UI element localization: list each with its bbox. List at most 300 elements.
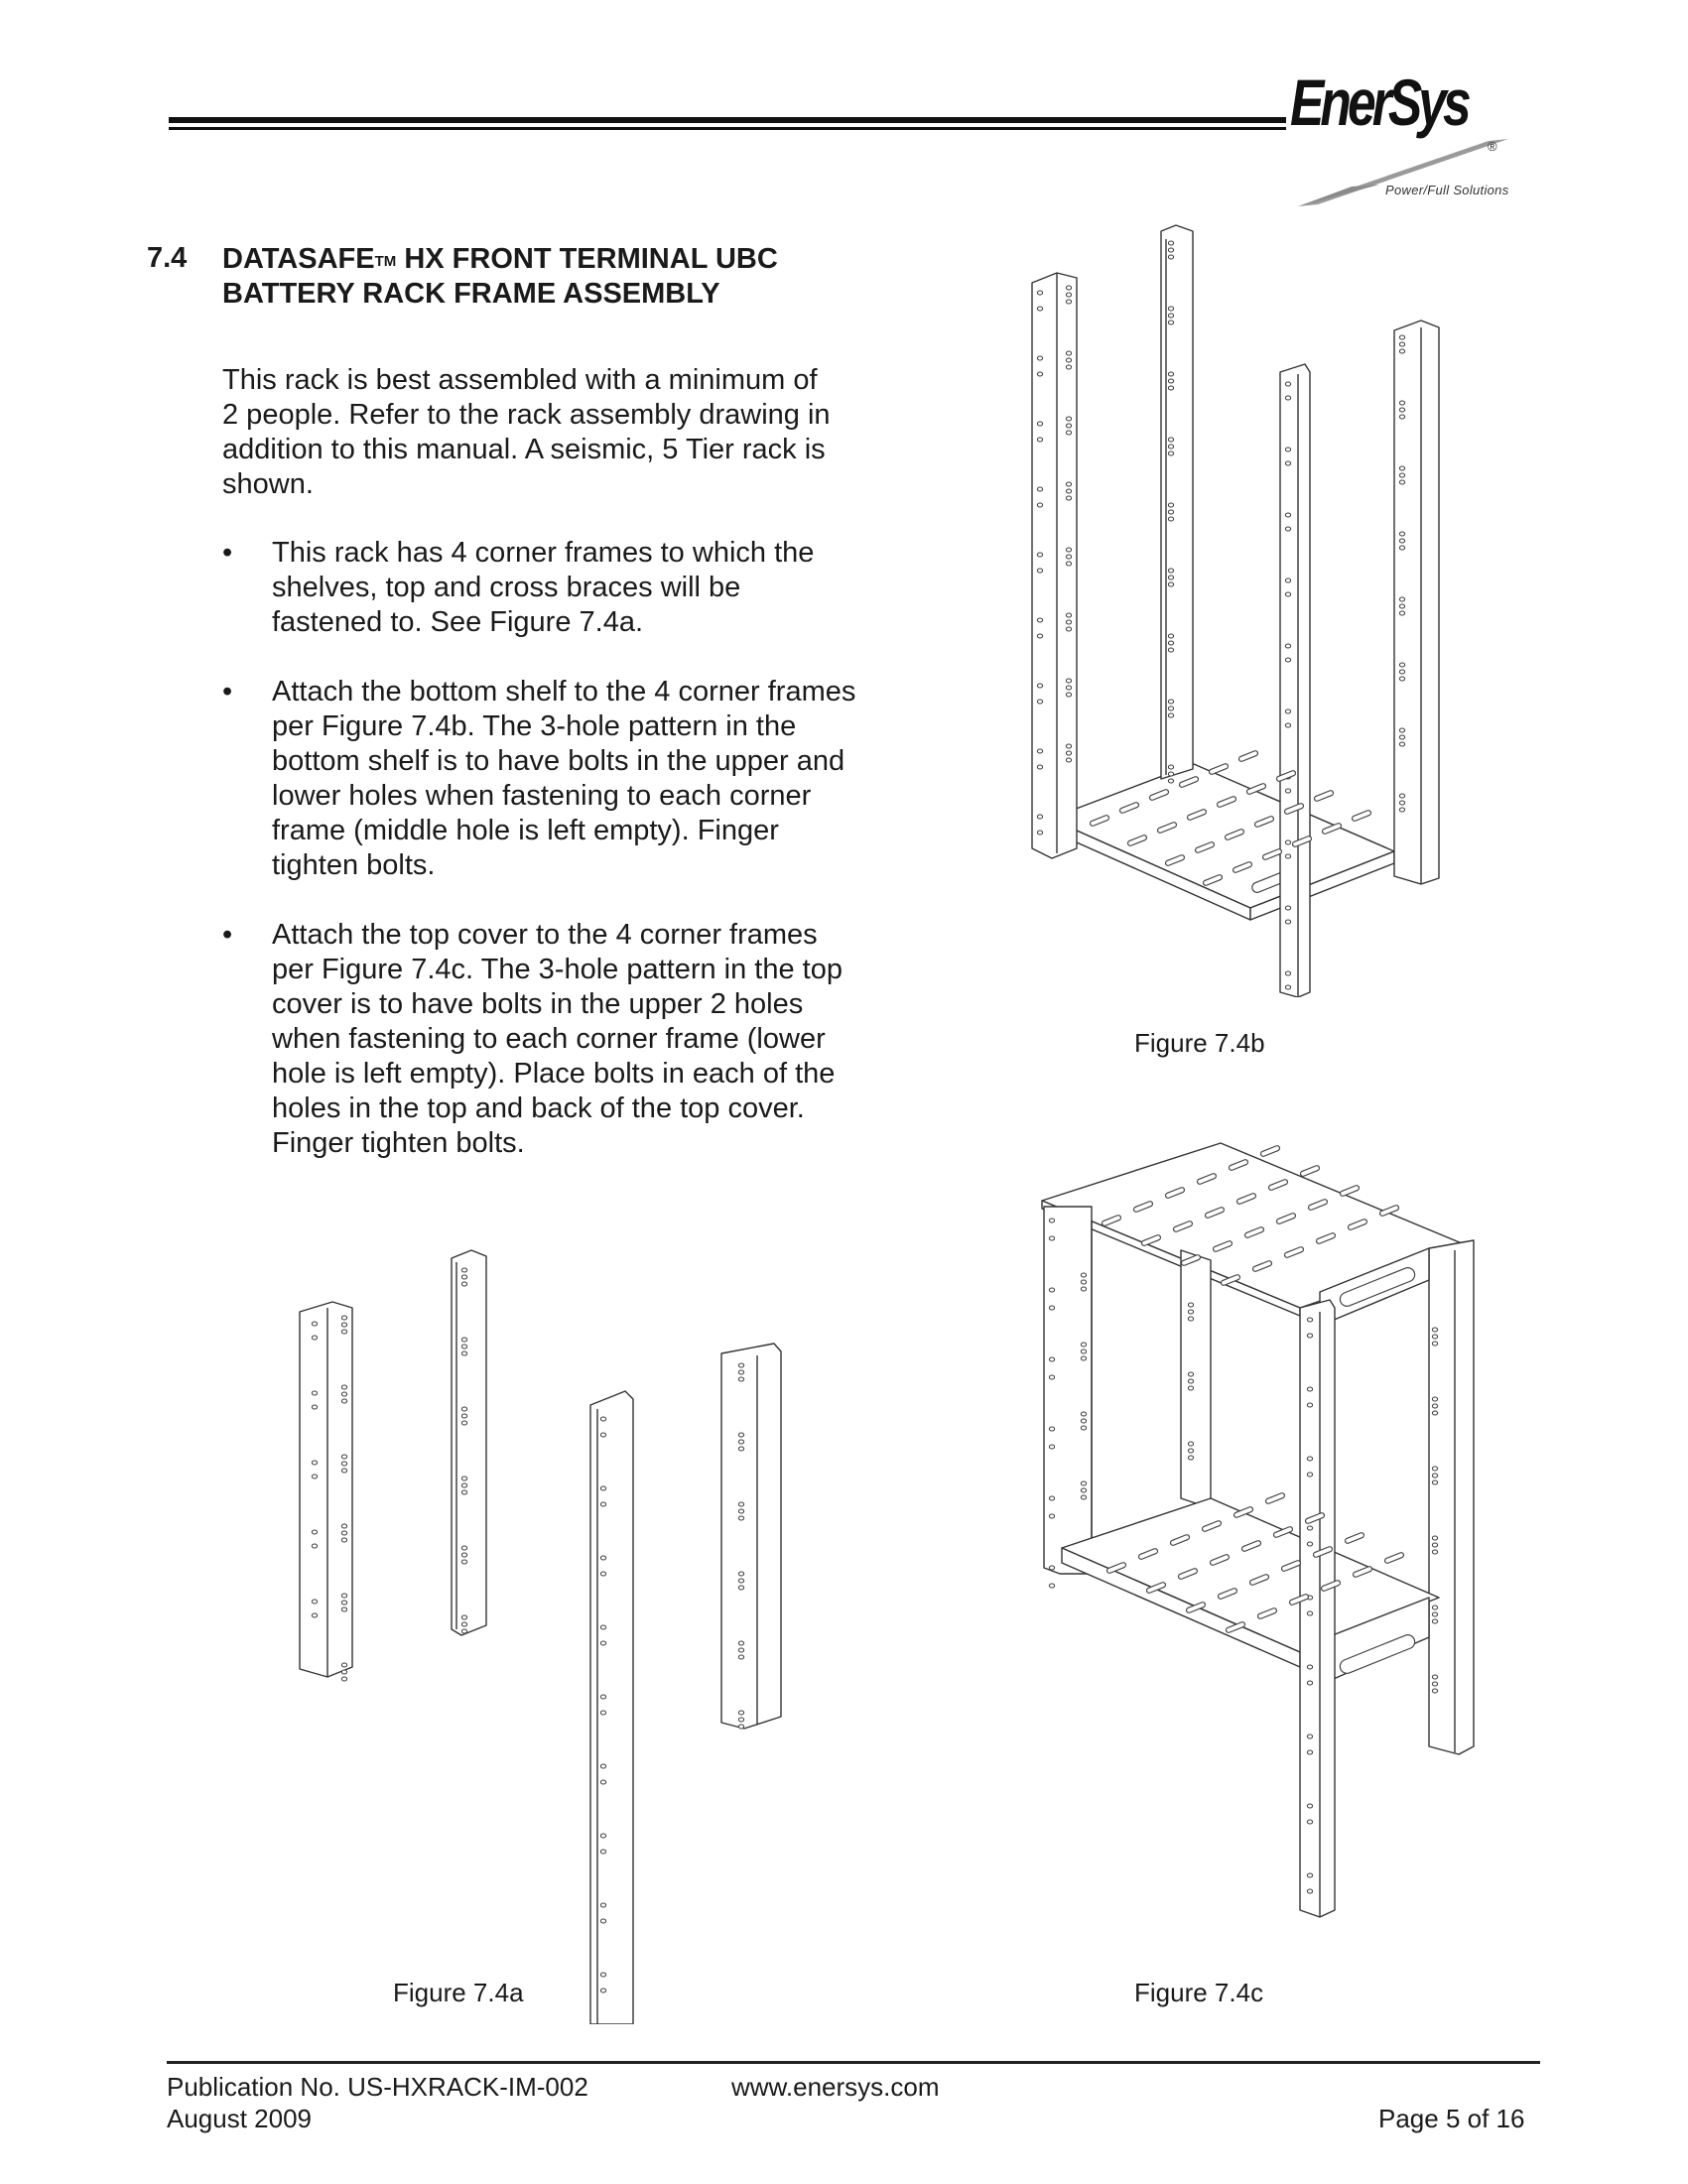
bolt-hole bbox=[341, 1399, 346, 1403]
instruction-text: Attach the top cover to the 4 corner frames per Figure 7.4c. The 3-hole pattern in the top cover is to have bolts in the upper 2 holes when fastening to each corner frame (lower hole is left empty). Place bolts in each of the holes in the top and back of the top cover. Finger tighten bolts. bbox=[272, 919, 843, 1159]
bolt-hole bbox=[1037, 831, 1042, 835]
bolt-hole bbox=[1307, 1473, 1312, 1477]
bolt-hole bbox=[1049, 1496, 1054, 1500]
shelf-slot bbox=[1314, 790, 1334, 802]
bolt-hole bbox=[738, 1516, 743, 1520]
shelf-slot bbox=[1265, 1492, 1285, 1504]
bolt-hole bbox=[1432, 1474, 1437, 1477]
bolt-hole bbox=[341, 1469, 346, 1473]
bolt-hole bbox=[1168, 241, 1173, 245]
bolt-hole bbox=[1168, 321, 1173, 324]
bottom-shelf bbox=[1050, 764, 1394, 908]
bolt-hole bbox=[1307, 1734, 1312, 1738]
bolt-hole bbox=[1432, 1543, 1437, 1547]
instruction-text: Attach the bottom shelf to the 4 corner frames per Figure 7.4b. The 3-hole pattern in the bottom shelf is to have bolts in the upper and lower holes when fastening to each corner frame (middle hole is left empty). Finger tighten bolts. bbox=[272, 676, 856, 881]
bolt-hole bbox=[600, 1711, 605, 1715]
bullet-icon: • bbox=[222, 537, 233, 569]
bolt-hole bbox=[738, 1440, 743, 1444]
bolt-hole bbox=[1066, 496, 1071, 500]
bolt-hole bbox=[1432, 1335, 1437, 1339]
bolt-hole bbox=[1307, 1873, 1312, 1877]
bolt-hole bbox=[1168, 517, 1173, 521]
bolt-hole bbox=[1066, 431, 1071, 435]
bolt-hole bbox=[1399, 742, 1404, 746]
bolt-hole bbox=[1066, 693, 1071, 697]
bolt-hole bbox=[312, 1322, 317, 1326]
bolt-hole bbox=[1049, 1306, 1054, 1310]
enersys-logo bbox=[1290, 65, 1588, 208]
bolt-hole bbox=[1037, 765, 1042, 769]
bullet-icon: • bbox=[222, 919, 233, 951]
bolt-hole bbox=[738, 1718, 743, 1722]
bolt-hole bbox=[600, 1625, 605, 1629]
bolt-hole bbox=[1307, 1526, 1312, 1530]
bolt-hole bbox=[1188, 1449, 1193, 1453]
bolt-hole bbox=[1432, 1467, 1437, 1471]
bolt-hole bbox=[1188, 1386, 1193, 1390]
bolt-hole bbox=[341, 1594, 346, 1598]
bolt-hole bbox=[1285, 592, 1290, 596]
bolt-hole bbox=[1168, 713, 1173, 717]
bolt-hole bbox=[1307, 1665, 1312, 1669]
bolt-hole bbox=[1285, 723, 1290, 727]
bolt-hole bbox=[1066, 548, 1071, 552]
bolt-hole bbox=[341, 1607, 346, 1611]
bolt-hole bbox=[1168, 379, 1173, 383]
bolt-hole bbox=[1049, 1288, 1054, 1292]
bolt-hole bbox=[600, 1903, 605, 1907]
bolt-hole bbox=[341, 1392, 346, 1396]
bolt-hole bbox=[1081, 1412, 1086, 1416]
bolt-hole bbox=[461, 1338, 466, 1342]
bolt-hole bbox=[461, 1275, 466, 1279]
bolt-hole bbox=[461, 1629, 466, 1633]
bolt-hole bbox=[1066, 489, 1071, 493]
bolt-hole bbox=[1285, 789, 1290, 793]
bolt-hole bbox=[1066, 293, 1071, 297]
bolt-hole bbox=[1081, 1280, 1086, 1284]
figure-7-4c-drawing bbox=[1022, 1131, 1479, 1925]
bolt-hole bbox=[1432, 1342, 1437, 1346]
bolt-hole bbox=[600, 1989, 605, 1992]
bolt-hole bbox=[738, 1363, 743, 1367]
bolt-hole bbox=[1049, 1236, 1054, 1240]
bolt-hole bbox=[1066, 351, 1071, 355]
bolt-hole bbox=[1307, 1820, 1312, 1824]
bolt-hole bbox=[1081, 1273, 1086, 1277]
bolt-hole bbox=[461, 1268, 466, 1272]
bolt-hole bbox=[1399, 677, 1404, 681]
section-title bbox=[222, 242, 838, 312]
bolt-hole bbox=[1081, 1349, 1086, 1353]
bolt-hole bbox=[1066, 424, 1071, 428]
bolt-hole bbox=[1399, 349, 1404, 353]
bolt-hole bbox=[1066, 286, 1071, 290]
bolt-hole bbox=[1066, 686, 1071, 690]
bolt-hole bbox=[1432, 1480, 1437, 1484]
shelf-slot bbox=[1260, 1145, 1280, 1157]
bolt-hole bbox=[341, 1677, 346, 1681]
bolt-hole bbox=[1049, 1445, 1054, 1449]
bolt-hole bbox=[1399, 342, 1404, 346]
bolt-hole bbox=[738, 1377, 743, 1381]
bolt-hole bbox=[1066, 679, 1071, 683]
bolt-hole bbox=[1307, 1804, 1312, 1808]
logo-tagline: Power/Full Solutions bbox=[1385, 183, 1509, 197]
bolt-hole bbox=[1285, 840, 1290, 844]
bolt-hole bbox=[1049, 1584, 1054, 1588]
bolt-hole bbox=[1399, 466, 1404, 470]
bolt-hole bbox=[1285, 920, 1290, 924]
bolt-hole bbox=[738, 1433, 743, 1437]
bolt-hole bbox=[600, 1641, 605, 1645]
bolt-hole bbox=[1037, 438, 1042, 442]
bolt-hole bbox=[1049, 1375, 1054, 1379]
bolt-hole bbox=[1307, 1611, 1312, 1615]
logo-registered-mark: ® bbox=[1488, 139, 1497, 154]
shelf-slot bbox=[1345, 1532, 1364, 1544]
bolt-hole bbox=[600, 1764, 605, 1768]
bolt-hole bbox=[1037, 815, 1042, 819]
bolt-hole bbox=[1081, 1488, 1086, 1492]
bolt-hole bbox=[600, 1834, 605, 1838]
bolt-hole bbox=[1066, 620, 1071, 624]
bolt-hole bbox=[341, 1330, 346, 1334]
bolt-hole bbox=[1168, 451, 1173, 455]
instruction-text: This rack has 4 corner frames to which the shelves, top and cross braces will be fastened to. See Figure 7.4a. bbox=[272, 537, 815, 638]
section-title-part2: HX FRONT TERMINAL UBC BATTERY RACK FRAME ASSEMBLY bbox=[222, 243, 778, 310]
bolt-hole bbox=[1066, 562, 1071, 566]
bolt-hole bbox=[461, 1546, 466, 1550]
corner-frame-front bbox=[1280, 364, 1310, 997]
instruction-item bbox=[222, 536, 857, 640]
bolt-hole bbox=[1285, 709, 1290, 713]
bolt-hole bbox=[461, 1622, 466, 1626]
bolt-hole bbox=[1168, 255, 1173, 259]
bolt-hole bbox=[1037, 618, 1042, 622]
bolt-hole bbox=[1066, 417, 1071, 421]
bolt-hole bbox=[461, 1414, 466, 1418]
bolt-hole bbox=[341, 1663, 346, 1667]
bolt-hole bbox=[600, 1417, 605, 1421]
bolt-hole bbox=[600, 1556, 605, 1560]
bolt-hole bbox=[1168, 707, 1173, 710]
bolt-hole bbox=[1188, 1442, 1193, 1446]
bolt-hole bbox=[1399, 597, 1404, 601]
bolt-hole bbox=[738, 1586, 743, 1590]
bolt-hole bbox=[1168, 779, 1173, 783]
header-rule-thick bbox=[169, 117, 1286, 123]
bolt-hole bbox=[1168, 569, 1173, 573]
bolt-hole bbox=[1432, 1606, 1437, 1609]
bolt-hole bbox=[1285, 461, 1290, 465]
bolt-hole bbox=[1066, 627, 1071, 631]
bolt-hole bbox=[1399, 728, 1404, 732]
bolt-hole bbox=[1168, 576, 1173, 579]
bolt-hole bbox=[1285, 382, 1290, 386]
bolt-hole bbox=[312, 1405, 317, 1409]
bolt-hole bbox=[600, 1502, 605, 1506]
bolt-hole bbox=[1307, 1681, 1312, 1685]
bolt-hole bbox=[1081, 1287, 1086, 1291]
bolt-hole bbox=[1285, 448, 1290, 451]
bolt-hole bbox=[1168, 438, 1173, 442]
bolt-hole bbox=[738, 1711, 743, 1715]
bolt-hole bbox=[1307, 1750, 1312, 1754]
bolt-hole bbox=[1081, 1343, 1086, 1347]
shelf-slot bbox=[1340, 1185, 1360, 1197]
instruction-item bbox=[222, 675, 857, 883]
bolt-hole bbox=[1285, 396, 1290, 400]
bolt-hole bbox=[1049, 1357, 1054, 1361]
bolt-hole bbox=[1432, 1612, 1437, 1616]
bolt-hole bbox=[1066, 555, 1071, 559]
bolt-hole bbox=[1066, 365, 1071, 369]
bolt-hole bbox=[1399, 408, 1404, 412]
bolt-hole bbox=[1037, 307, 1042, 311]
bolt-hole bbox=[1037, 569, 1042, 573]
corner-frame-1 bbox=[300, 1302, 352, 1677]
bolt-hole bbox=[1049, 1566, 1054, 1570]
bolt-hole bbox=[1285, 578, 1290, 582]
bolt-hole bbox=[461, 1407, 466, 1411]
bolt-hole bbox=[1285, 658, 1290, 662]
figure-7-4a-drawing bbox=[288, 1240, 804, 2024]
bolt-hole bbox=[341, 1670, 346, 1674]
bolt-hole bbox=[1081, 1481, 1086, 1485]
bolt-hole bbox=[1081, 1356, 1086, 1360]
bolt-hole bbox=[738, 1655, 743, 1659]
bolt-hole bbox=[600, 1919, 605, 1923]
bolt-hole bbox=[461, 1553, 466, 1557]
bolt-hole bbox=[1285, 854, 1290, 858]
bolt-hole bbox=[1285, 985, 1290, 989]
bolt-hole bbox=[600, 1780, 605, 1784]
bolt-hole bbox=[1037, 422, 1042, 426]
bolt-hole bbox=[600, 1850, 605, 1854]
bolt-hole bbox=[1168, 314, 1173, 318]
bolt-hole bbox=[341, 1385, 346, 1389]
bolt-hole bbox=[1188, 1303, 1193, 1307]
bolt-hole bbox=[1285, 971, 1290, 975]
bolt-hole bbox=[1307, 1318, 1312, 1322]
bolt-hole bbox=[1285, 906, 1290, 910]
bolt-hole bbox=[1188, 1372, 1193, 1376]
shelf-slot bbox=[1384, 1552, 1404, 1564]
shelf-slot bbox=[1300, 1165, 1320, 1177]
shelf-slot bbox=[1209, 763, 1229, 775]
bolt-hole bbox=[1307, 1889, 1312, 1893]
bolt-hole bbox=[461, 1490, 466, 1494]
bolt-hole bbox=[600, 1486, 605, 1490]
bolt-hole bbox=[341, 1316, 346, 1320]
bolt-hole bbox=[1037, 487, 1042, 491]
bolt-hole bbox=[1049, 1219, 1054, 1222]
bolt-hole bbox=[1307, 1403, 1312, 1407]
figure-7-4b-caption: Figure 7.4b bbox=[1134, 1028, 1265, 1058]
bolt-hole bbox=[738, 1648, 743, 1652]
bolt-hole bbox=[738, 1509, 743, 1513]
bolt-hole bbox=[1168, 582, 1173, 586]
bolt-hole bbox=[1188, 1317, 1193, 1321]
bolt-hole bbox=[1399, 415, 1404, 419]
bolt-hole bbox=[1066, 744, 1071, 748]
bolt-hole bbox=[738, 1447, 743, 1451]
instruction-list bbox=[222, 536, 857, 1196]
instruction-item bbox=[222, 918, 857, 1161]
bolt-hole bbox=[1066, 358, 1071, 362]
bolt-hole bbox=[1168, 307, 1173, 311]
bolt-hole bbox=[312, 1461, 317, 1465]
bolt-hole bbox=[461, 1351, 466, 1355]
bolt-hole bbox=[1037, 503, 1042, 507]
bolt-hole bbox=[1037, 749, 1042, 753]
bolt-hole bbox=[1432, 1619, 1437, 1623]
bolt-hole bbox=[341, 1538, 346, 1542]
bolt-hole bbox=[1049, 1427, 1054, 1431]
bolt-hole bbox=[1168, 248, 1173, 252]
bolt-hole bbox=[1081, 1419, 1086, 1423]
bolt-hole bbox=[1432, 1411, 1437, 1415]
bolt-hole bbox=[1066, 758, 1071, 762]
bolt-hole bbox=[1037, 700, 1042, 704]
bolt-hole bbox=[1399, 604, 1404, 608]
bolt-hole bbox=[312, 1530, 317, 1534]
bolt-hole bbox=[1432, 1550, 1437, 1554]
bolt-hole bbox=[1399, 611, 1404, 615]
bolt-hole bbox=[1037, 684, 1042, 688]
bolt-hole bbox=[1432, 1536, 1437, 1540]
bolt-hole bbox=[738, 1725, 743, 1729]
bolt-hole bbox=[738, 1370, 743, 1374]
bolt-hole bbox=[341, 1601, 346, 1605]
bullet-icon: • bbox=[222, 676, 233, 707]
bolt-hole bbox=[1081, 1495, 1086, 1499]
page-number: Page 5 of 16 bbox=[1378, 2104, 1525, 2133]
bolt-hole bbox=[1168, 765, 1173, 769]
bolt-hole bbox=[1399, 473, 1404, 477]
bolt-hole bbox=[1399, 401, 1404, 405]
bolt-hole bbox=[1168, 634, 1173, 638]
bolt-hole bbox=[1168, 445, 1173, 449]
bolt-hole bbox=[1399, 539, 1404, 543]
bolt-hole bbox=[1399, 794, 1404, 798]
bolt-hole bbox=[1285, 527, 1290, 531]
bolt-hole bbox=[1037, 372, 1042, 376]
bolt-hole bbox=[738, 1572, 743, 1576]
bolt-hole bbox=[312, 1544, 317, 1548]
bolt-hole bbox=[1285, 513, 1290, 517]
bolt-hole bbox=[1432, 1397, 1437, 1401]
logo-wordmark: EnerSys bbox=[1290, 65, 1468, 139]
bolt-hole bbox=[1399, 670, 1404, 674]
bolt-hole bbox=[461, 1282, 466, 1286]
bolt-hole bbox=[1081, 1426, 1086, 1430]
bolt-hole bbox=[341, 1462, 346, 1466]
bolt-hole bbox=[461, 1615, 466, 1619]
bolt-hole bbox=[1399, 801, 1404, 805]
bolt-hole bbox=[1307, 1387, 1312, 1391]
bolt-hole bbox=[1399, 663, 1404, 667]
bolt-hole bbox=[738, 1579, 743, 1583]
bolt-hole bbox=[1432, 1689, 1437, 1693]
bolt-hole bbox=[1168, 372, 1173, 376]
bolt-hole bbox=[1168, 700, 1173, 704]
corner-frame-back-center bbox=[1181, 1250, 1211, 1508]
bolt-hole bbox=[1168, 503, 1173, 507]
bolt-hole bbox=[600, 1695, 605, 1699]
bolt-hole bbox=[1037, 356, 1042, 360]
trademark-symbol: TM bbox=[374, 253, 397, 270]
bolt-hole bbox=[1066, 482, 1071, 486]
section-title-part1: DATASAFE bbox=[222, 243, 375, 275]
bolt-hole bbox=[1399, 808, 1404, 812]
section-number: 7.4 bbox=[147, 242, 188, 274]
bolt-hole bbox=[600, 1572, 605, 1576]
bolt-hole bbox=[1049, 1514, 1054, 1518]
bolt-hole bbox=[1307, 1457, 1312, 1461]
shelf-slot bbox=[1238, 750, 1258, 762]
bolt-hole bbox=[1432, 1682, 1437, 1686]
bolt-hole bbox=[1037, 634, 1042, 638]
footer-rule bbox=[167, 2061, 1540, 2064]
bolt-hole bbox=[312, 1391, 317, 1395]
bolt-hole bbox=[1307, 1334, 1312, 1338]
bolt-hole bbox=[1432, 1675, 1437, 1679]
header-rule-thin bbox=[169, 127, 1286, 130]
bolt-hole bbox=[1037, 291, 1042, 295]
bolt-hole bbox=[600, 1973, 605, 1977]
figure-7-4a-caption: Figure 7.4a bbox=[393, 1978, 524, 2007]
bolt-hole bbox=[461, 1477, 466, 1480]
bolt-hole bbox=[1168, 386, 1173, 390]
website-link[interactable]: www.enersys.com bbox=[731, 2072, 940, 2102]
bolt-hole bbox=[1037, 553, 1042, 557]
bolt-hole bbox=[341, 1323, 346, 1327]
bolt-hole bbox=[1168, 641, 1173, 645]
corner-frame-4 bbox=[721, 1344, 781, 1729]
bolt-hole bbox=[461, 1560, 466, 1564]
bolt-hole bbox=[1188, 1379, 1193, 1383]
figure-7-4c-caption: Figure 7.4c bbox=[1134, 1978, 1264, 2007]
bolt-hole bbox=[600, 1433, 605, 1437]
bolt-hole bbox=[1399, 546, 1404, 550]
bolt-hole bbox=[1168, 510, 1173, 514]
bolt-hole bbox=[461, 1345, 466, 1349]
bolt-hole bbox=[312, 1475, 317, 1478]
figure-7-4b-drawing bbox=[1012, 213, 1449, 997]
intro-paragraph: This rack is best assembled with a minimum of 2 people. Refer to the rack assembly drawing in addition to this manual. A seismic, 5 Tier rack is shown. bbox=[222, 364, 831, 500]
publication-date: August 2009 bbox=[167, 2104, 313, 2133]
bolt-hole bbox=[1066, 751, 1071, 755]
bolt-hole bbox=[1307, 1542, 1312, 1546]
bolt-hole bbox=[1399, 735, 1404, 739]
publication-number: Publication No. US-HXRACK-IM-002 bbox=[167, 2072, 588, 2102]
bolt-hole bbox=[738, 1641, 743, 1645]
bolt-hole bbox=[341, 1455, 346, 1459]
bolt-hole bbox=[461, 1483, 466, 1487]
bolt-hole bbox=[1399, 335, 1404, 339]
bolt-hole bbox=[1168, 648, 1173, 652]
bolt-hole bbox=[1285, 644, 1290, 648]
bolt-hole bbox=[1188, 1456, 1193, 1460]
bolt-hole bbox=[312, 1600, 317, 1604]
bolt-hole bbox=[312, 1336, 317, 1340]
bolt-hole bbox=[1188, 1310, 1193, 1314]
corner-frame-front bbox=[1300, 1300, 1335, 1917]
bolt-hole bbox=[461, 1421, 466, 1425]
bolt-hole bbox=[1399, 532, 1404, 536]
